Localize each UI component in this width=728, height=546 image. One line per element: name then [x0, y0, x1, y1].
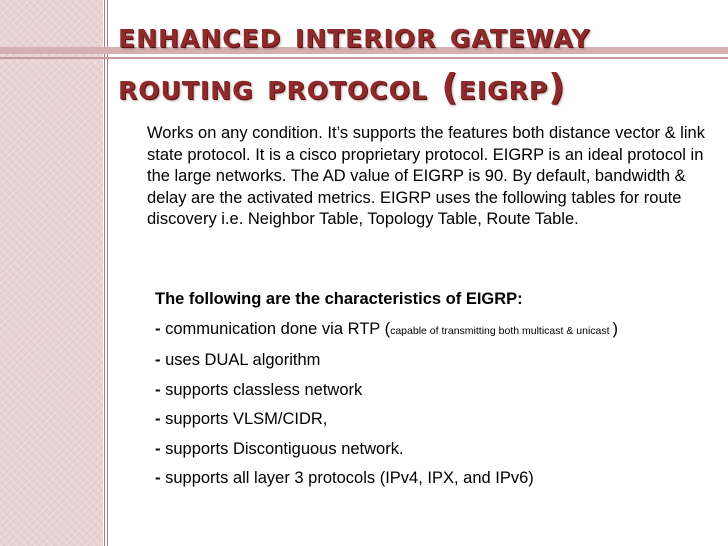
list-item — [155, 376, 720, 406]
slide-title — [118, 10, 718, 114]
list-item — [155, 464, 720, 494]
list-item — [155, 435, 720, 465]
decorative-vertical-line — [107, 0, 108, 546]
bullet-dash: - — [155, 351, 161, 369]
list-item-text: supports classless network — [165, 380, 363, 399]
characteristics-list — [155, 285, 720, 494]
list-item-text: communication done via RTP ( — [165, 319, 391, 338]
bullet-dash: - — [155, 469, 161, 487]
decorative-vertical-line — [104, 0, 105, 546]
list-item-text: supports VLSM/CIDR, — [165, 410, 328, 428]
list-item-text: supports Discontiguous network. — [165, 439, 404, 458]
slide-title-line: enhanced interior gateway — [118, 15, 591, 56]
list-item-text: supports all layer 3 protocols (IPv4, IPX, and IPv6) — [165, 469, 534, 487]
list-item — [155, 346, 720, 376]
bullet-dash: - — [155, 319, 161, 338]
bullet-dash: - — [155, 410, 161, 428]
bullet-dash: - — [155, 439, 161, 458]
slide-title-line: routing protocol (eigrp) — [118, 67, 566, 108]
list-item-note: capable of transmitting both multicast & unicast — [390, 324, 613, 337]
list-item — [155, 315, 720, 347]
list-heading: The following are the characteristics of EIGRP: — [155, 290, 523, 308]
decorative-side-strip — [0, 0, 103, 546]
bullet-dash: - — [155, 380, 161, 399]
list-item-text-tail: ) — [612, 319, 618, 338]
list-item — [155, 405, 720, 435]
list-item-text: uses DUAL algorithm — [165, 351, 321, 369]
slide-paragraph: Works on any condition. It’s supports the features both distance vector & link state protocol. It is a cisco proprietary protocol. EIGRP is an ideal protocol in the large networks. The AD value of EIGRP is 90. By default, bandwidth & delay are the activated metrics. EIGRP uses the following tables for route discovery i.e. Neighbor Table, Topology Table, Route Table. — [147, 124, 705, 228]
